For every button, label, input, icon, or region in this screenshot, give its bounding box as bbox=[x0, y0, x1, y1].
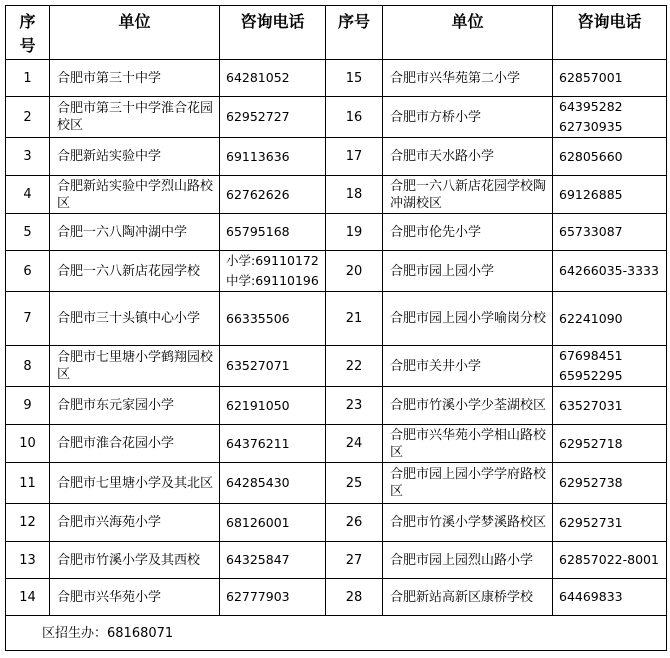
school-name: 合肥市七里塘小学及其北区 bbox=[50, 463, 220, 504]
school-name: 合肥一六八陶冲湖中学 bbox=[50, 214, 220, 251]
school-name: 合肥新站实验中学 bbox=[50, 138, 220, 176]
row-number: 27 bbox=[326, 542, 383, 579]
district-enrollment-office: 区招生办：68168071 bbox=[6, 616, 667, 651]
row-number: 3 bbox=[6, 138, 50, 176]
table-row bbox=[6, 504, 667, 542]
phone-number: 64285430 bbox=[226, 475, 290, 490]
phone-number: 68126001 bbox=[226, 514, 290, 530]
phone-number: 64325847 bbox=[226, 552, 290, 567]
phone-cell bbox=[220, 504, 326, 542]
school-name: 合肥市园上园烈山路小学 bbox=[383, 542, 553, 579]
header-unit: 单位 bbox=[383, 6, 553, 60]
phone-number: 64376211 bbox=[226, 435, 290, 451]
phone-cell bbox=[553, 542, 667, 579]
phone-number: 62762626 bbox=[226, 186, 290, 202]
phone-cell bbox=[553, 425, 667, 463]
phone-number: 62857022-8001 bbox=[559, 552, 659, 567]
phone-number: 62191050 bbox=[226, 397, 290, 413]
table-row bbox=[6, 579, 667, 616]
phone-number: 69126885 bbox=[559, 186, 623, 202]
row-number: 6 bbox=[6, 251, 50, 292]
phone-cell bbox=[553, 251, 667, 292]
phone-cell bbox=[220, 542, 326, 579]
phone-cell bbox=[553, 60, 667, 97]
school-name: 合肥市东元家园小学 bbox=[50, 387, 220, 425]
table-row bbox=[6, 425, 667, 463]
phone-cell bbox=[553, 138, 667, 176]
phone-number: 中学:69110196 bbox=[226, 273, 319, 288]
school-contact-table bbox=[5, 5, 667, 651]
row-number: 8 bbox=[6, 346, 50, 387]
phone-cell bbox=[220, 176, 326, 214]
phone-cell bbox=[220, 251, 326, 292]
school-name: 合肥市园上园小学学府路校区 bbox=[383, 463, 553, 504]
phone-cell bbox=[220, 425, 326, 463]
phone-number: 66335506 bbox=[226, 310, 290, 326]
phone-number: 62777903 bbox=[226, 589, 290, 604]
phone-cell bbox=[553, 387, 667, 425]
phone-number: 64266035-3333 bbox=[559, 263, 659, 278]
phone-number: 62241090 bbox=[559, 310, 623, 326]
row-number: 7 bbox=[6, 292, 50, 346]
school-name: 合肥市兴华苑第二小学 bbox=[383, 60, 553, 97]
row-number: 12 bbox=[6, 504, 50, 542]
row-number: 1 bbox=[6, 60, 50, 97]
school-name: 合肥新站实验中学烈山路校区 bbox=[50, 176, 220, 214]
phone-number: 63527031 bbox=[559, 397, 623, 413]
phone-number: 64281052 bbox=[226, 70, 290, 85]
phone-cell bbox=[220, 346, 326, 387]
phone-cell bbox=[553, 97, 667, 138]
header-no: 序号 bbox=[326, 6, 383, 60]
school-name: 合肥一六八新店花园学校 bbox=[50, 251, 220, 292]
row-number: 26 bbox=[326, 504, 383, 542]
school-name: 合肥一六八新店花园学校陶冲湖校区 bbox=[383, 176, 553, 214]
school-name: 合肥市三十头镇中心小学 bbox=[50, 292, 220, 346]
row-number: 25 bbox=[326, 463, 383, 504]
phone-number: 65952295 bbox=[559, 368, 623, 383]
row-number: 18 bbox=[326, 176, 383, 214]
school-name: 合肥市园上园小学 bbox=[383, 251, 553, 292]
row-number: 22 bbox=[326, 346, 383, 387]
phone-number: 62952738 bbox=[559, 475, 623, 490]
header-no: 序号 bbox=[6, 6, 50, 60]
phone-cell bbox=[220, 138, 326, 176]
phone-number: 62952718 bbox=[559, 435, 623, 451]
header-unit: 单位 bbox=[50, 6, 220, 60]
row-number: 19 bbox=[326, 214, 383, 251]
table-row bbox=[6, 60, 667, 97]
phone-cell bbox=[553, 176, 667, 214]
phone-number: 62857001 bbox=[559, 70, 623, 85]
table-row bbox=[6, 292, 667, 346]
row-number: 28 bbox=[326, 579, 383, 616]
phone-cell bbox=[553, 214, 667, 251]
table-row bbox=[6, 138, 667, 176]
phone-cell bbox=[220, 60, 326, 97]
phone-cell bbox=[553, 346, 667, 387]
phone-number: 64395282 bbox=[559, 99, 623, 114]
row-number: 23 bbox=[326, 387, 383, 425]
table-row bbox=[6, 387, 667, 425]
phone-cell bbox=[220, 387, 326, 425]
phone-number: 62730935 bbox=[559, 119, 623, 134]
school-name: 合肥市竹溪小学及其西校 bbox=[50, 542, 220, 579]
phone-number: 62952731 bbox=[559, 514, 623, 530]
table-row bbox=[6, 176, 667, 214]
header-phone: 咨询电话 bbox=[220, 6, 326, 60]
phone-number: 62952727 bbox=[226, 109, 290, 124]
phone-cell bbox=[553, 463, 667, 504]
phone-cell bbox=[220, 97, 326, 138]
row-number: 24 bbox=[326, 425, 383, 463]
phone-cell bbox=[220, 579, 326, 616]
phone-number: 65795168 bbox=[226, 224, 290, 239]
phone-number: 63527071 bbox=[226, 358, 290, 373]
phone-number: 67698451 bbox=[559, 348, 623, 363]
phone-number: 69113636 bbox=[226, 148, 290, 164]
school-name: 合肥市第三十中学淮合花园校区 bbox=[50, 97, 220, 138]
phone-number: 65733087 bbox=[559, 224, 623, 239]
phone-cell bbox=[220, 463, 326, 504]
row-number: 5 bbox=[6, 214, 50, 251]
phone-cell bbox=[553, 579, 667, 616]
school-name: 合肥新站高新区康桥学校 bbox=[383, 579, 553, 616]
school-name: 合肥市关井小学 bbox=[383, 346, 553, 387]
row-number: 21 bbox=[326, 292, 383, 346]
phone-cell bbox=[220, 292, 326, 346]
table-row bbox=[6, 463, 667, 504]
school-name: 合肥市方桥小学 bbox=[383, 97, 553, 138]
phone-number: 64469833 bbox=[559, 589, 623, 604]
phone-number: 62805660 bbox=[559, 148, 623, 164]
row-number: 17 bbox=[326, 138, 383, 176]
school-name: 合肥市第三十中学 bbox=[50, 60, 220, 97]
row-number: 4 bbox=[6, 176, 50, 214]
row-number: 15 bbox=[326, 60, 383, 97]
school-name: 合肥市竹溪小学梦溪路校区 bbox=[383, 504, 553, 542]
school-name: 合肥市七里塘小学鹤翔园校区 bbox=[50, 346, 220, 387]
phone-cell bbox=[553, 292, 667, 346]
school-name: 合肥市园上园小学喻岗分校 bbox=[383, 292, 553, 346]
phone-number: 小学:69110172 bbox=[226, 253, 319, 268]
school-name: 合肥市淮合花园小学 bbox=[50, 425, 220, 463]
row-number: 9 bbox=[6, 387, 50, 425]
table-body bbox=[6, 60, 667, 616]
table-row bbox=[6, 97, 667, 138]
school-name: 合肥市兴华苑小学相山路校区 bbox=[383, 425, 553, 463]
footer-row bbox=[6, 616, 667, 651]
row-number: 2 bbox=[6, 97, 50, 138]
row-number: 14 bbox=[6, 579, 50, 616]
phone-cell bbox=[220, 214, 326, 251]
school-name: 合肥市兴华苑小学 bbox=[50, 579, 220, 616]
table-row bbox=[6, 346, 667, 387]
row-number: 16 bbox=[326, 97, 383, 138]
table-row bbox=[6, 542, 667, 579]
row-number: 11 bbox=[6, 463, 50, 504]
school-name: 合肥市伦先小学 bbox=[383, 214, 553, 251]
school-name: 合肥市竹溪小学少荃湖校区 bbox=[383, 387, 553, 425]
row-number: 10 bbox=[6, 425, 50, 463]
header-row bbox=[6, 6, 667, 60]
row-number: 13 bbox=[6, 542, 50, 579]
school-name: 合肥市天水路小学 bbox=[383, 138, 553, 176]
row-number: 20 bbox=[326, 251, 383, 292]
school-name: 合肥市兴海苑小学 bbox=[50, 504, 220, 542]
table-row bbox=[6, 214, 667, 251]
phone-cell bbox=[553, 504, 667, 542]
header-phone: 咨询电话 bbox=[553, 6, 667, 60]
table-row bbox=[6, 251, 667, 292]
